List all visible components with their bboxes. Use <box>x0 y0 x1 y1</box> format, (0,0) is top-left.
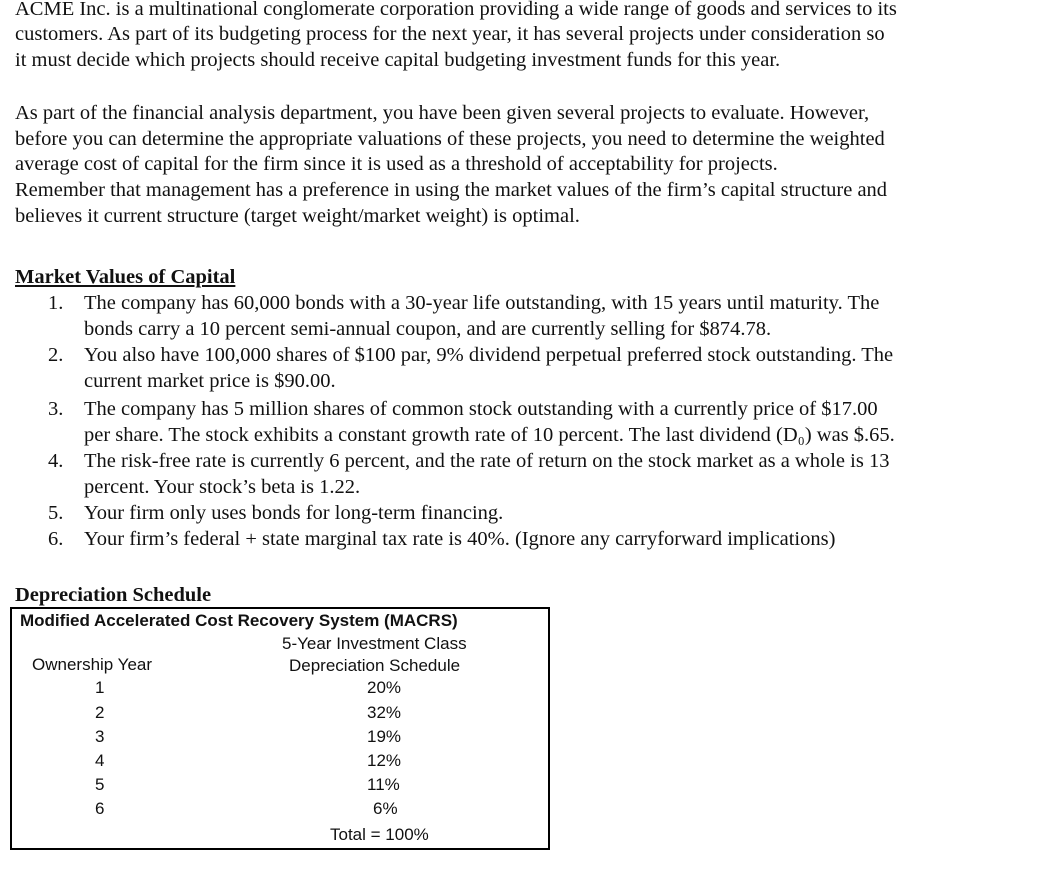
column-header-line-1: 5-Year Investment Class <box>282 634 467 653</box>
intro-p2-line-5: believes it current structure (target weight/market weight) is optimal. <box>15 205 580 227</box>
table-row-pct: 19% <box>367 727 402 746</box>
table-row-year: 3 <box>95 727 105 746</box>
intro-p2-line-2: before you can determine the appropriate valuations of these projects, you need to determine the weighted <box>15 128 885 150</box>
intro-p2-line-3: average cost of capital for the firm since it is used as a threshold of acceptability for projects. <box>15 153 778 175</box>
table-row-year: 1 <box>95 678 105 697</box>
table-total: Total = 100% <box>330 825 429 844</box>
table-title: Modified Accelerated Cost Recovery System (MACRS) <box>20 611 458 630</box>
table-row-pct: 20% <box>367 678 402 697</box>
table-row-year: 6 <box>95 799 105 818</box>
table-row-year: 2 <box>95 703 105 722</box>
depreciation-heading: Depreciation Schedule <box>15 584 212 606</box>
intro-p2-line-4: Remember that management has a preference in using the market values of the firm’s capital structure and <box>15 179 888 201</box>
intro-p1-line-3: it must decide which projects should receive capital budgeting investment funds for this year. <box>15 49 781 71</box>
column-header-line-2: Depreciation Schedule <box>289 656 461 675</box>
intro-p1-line-1: ACME Inc. is a multinational conglomerate corporation providing a wide range of goods and services to its <box>15 0 897 20</box>
table-row-pct: 6% <box>373 799 398 818</box>
intro-p2-line-1: As part of the financial analysis department, you have been given several projects to evaluate. However, <box>15 102 870 124</box>
row-header: Ownership Year <box>32 655 153 674</box>
table-row-pct: 32% <box>367 703 402 722</box>
table-row-year: 4 <box>95 751 105 770</box>
table-row-pct: 11% <box>367 775 400 794</box>
macrs-table <box>10 607 550 850</box>
market-values-heading: Market Values of Capital <box>15 266 236 288</box>
intro-p1-line-2: customers. As part of its budgeting process for the next year, it has several projects under consideration so <box>15 23 885 45</box>
table-row-pct: 12% <box>367 751 402 770</box>
table-row-year: 5 <box>95 775 105 794</box>
